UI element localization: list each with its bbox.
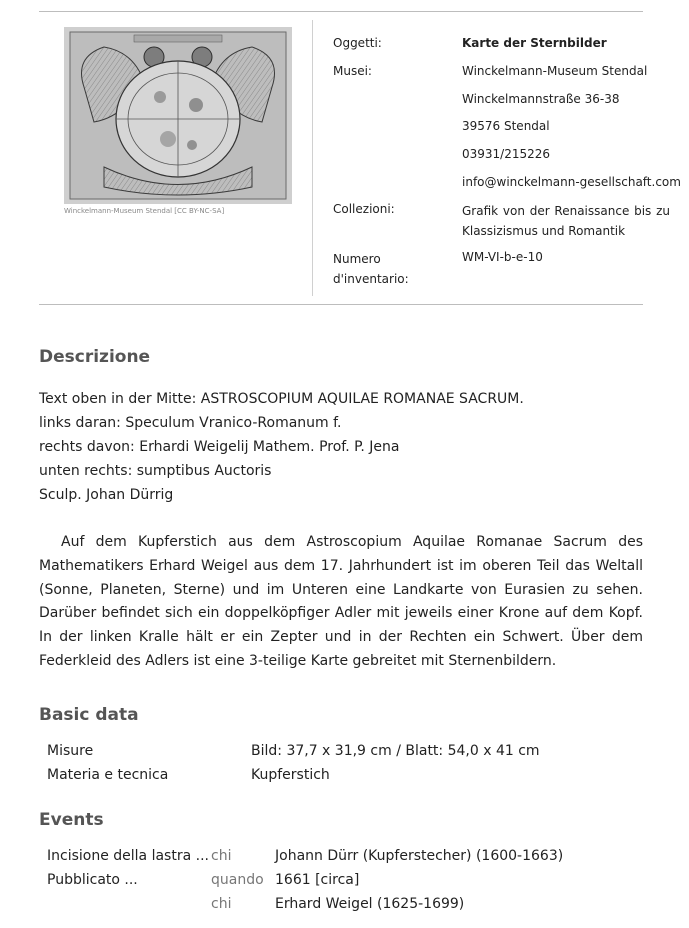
top-divider [39, 11, 643, 12]
engraving-image [64, 27, 292, 204]
museum-phone: 03931/215226 [462, 147, 551, 161]
event-value-1[interactable]: Johann Dürr (Kupferstecher) (1600-1663) [275, 848, 564, 864]
record-bottom-divider [39, 304, 643, 305]
object-title[interactable]: Karte der Sternbilder [462, 36, 607, 50]
museum-name[interactable]: Winckelmann-Museum Stendal [462, 64, 648, 78]
event-role-1: chi [211, 848, 232, 864]
label-oggetti: Oggetti: [333, 36, 382, 50]
events-heading: Events [39, 810, 104, 830]
basic-data-heading: Basic data [39, 705, 139, 725]
image-caption: Winckelmann-Museum Stendal [CC BY-NC-SA] [64, 207, 225, 215]
event-name-1[interactable]: Incisione della lastra ... [47, 848, 209, 864]
museum-email[interactable]: info@winckelmann-gesellschaft.com [462, 175, 681, 189]
event-value-3[interactable]: Erhard Weigel (1625-1699) [275, 896, 465, 912]
inventory-number: WM-VI-b-e-10 [462, 250, 543, 264]
event-role-3: chi [211, 896, 232, 912]
desc-line-1: Text oben in der Mitte: ASTROSCOPIUM AQUILAE ROMANAE SACRUM. [39, 391, 524, 407]
event-role-2: quando [211, 872, 264, 888]
basic-label-materia: Materia e tecnica [47, 767, 169, 783]
label-musei: Musei: [333, 64, 372, 78]
descrizione-heading: Descrizione [39, 347, 151, 367]
label-numero-line1: Numero [333, 252, 381, 266]
basic-value-misure: Bild: 37,7 x 31,9 cm / Blatt: 54,0 x 41 cm [251, 743, 540, 759]
desc-line-4: unten rechts: sumptibus Auctoris [39, 463, 272, 479]
event-name-2[interactable]: Pubblicato ... [47, 872, 138, 888]
label-numero-line2: d'inventario: [333, 272, 409, 286]
desc-line-3: rechts davon: Erhardi Weigelij Mathem. Prof. P. Jena [39, 439, 400, 455]
label-collezioni: Collezioni: [333, 202, 395, 216]
desc-line-5: Sculp. Johan Dürrig [39, 487, 174, 503]
vertical-divider [312, 20, 313, 296]
event-value-2[interactable]: 1661 [circa] [275, 872, 360, 888]
collection-name[interactable]: Grafik von der Renaissance bis zu Klassizismus und Romantik [462, 204, 670, 238]
basic-value-materia[interactable]: Kupferstich [251, 767, 330, 783]
label-numero-inventario [333, 249, 409, 289]
basic-label-misure: Misure [47, 743, 94, 759]
artwork-image[interactable] [64, 27, 292, 204]
desc-line-2: links daran: Speculum Vranico-Romanum f. [39, 415, 342, 431]
museum-street: Winckelmannstraße 36-38 [462, 92, 620, 106]
museum-city: 39576 Stendal [462, 119, 550, 133]
description-paragraph: Auf dem Kupferstich aus dem Astroscopium Aquilae Romanae Sacrum des Mathematikers Erhard Weigel aus dem 17. Jahrhundert ist im oberen Teil das Weltall (Sonne, Planeten, Sterne) und im Unteren eine Landkarte von Eurasien zu sehen. Darüber befindet sich ein doppelköpfiger Adler mit jeweils einer Krone auf dem Kopf. In der linken Kralle hält er ein Zepter und in der Rechten ein Schwert. Über dem Federkleid des Adlers ist eine 3-teilige Karte gebreitet mit Sternenbildern. [39, 534, 643, 669]
